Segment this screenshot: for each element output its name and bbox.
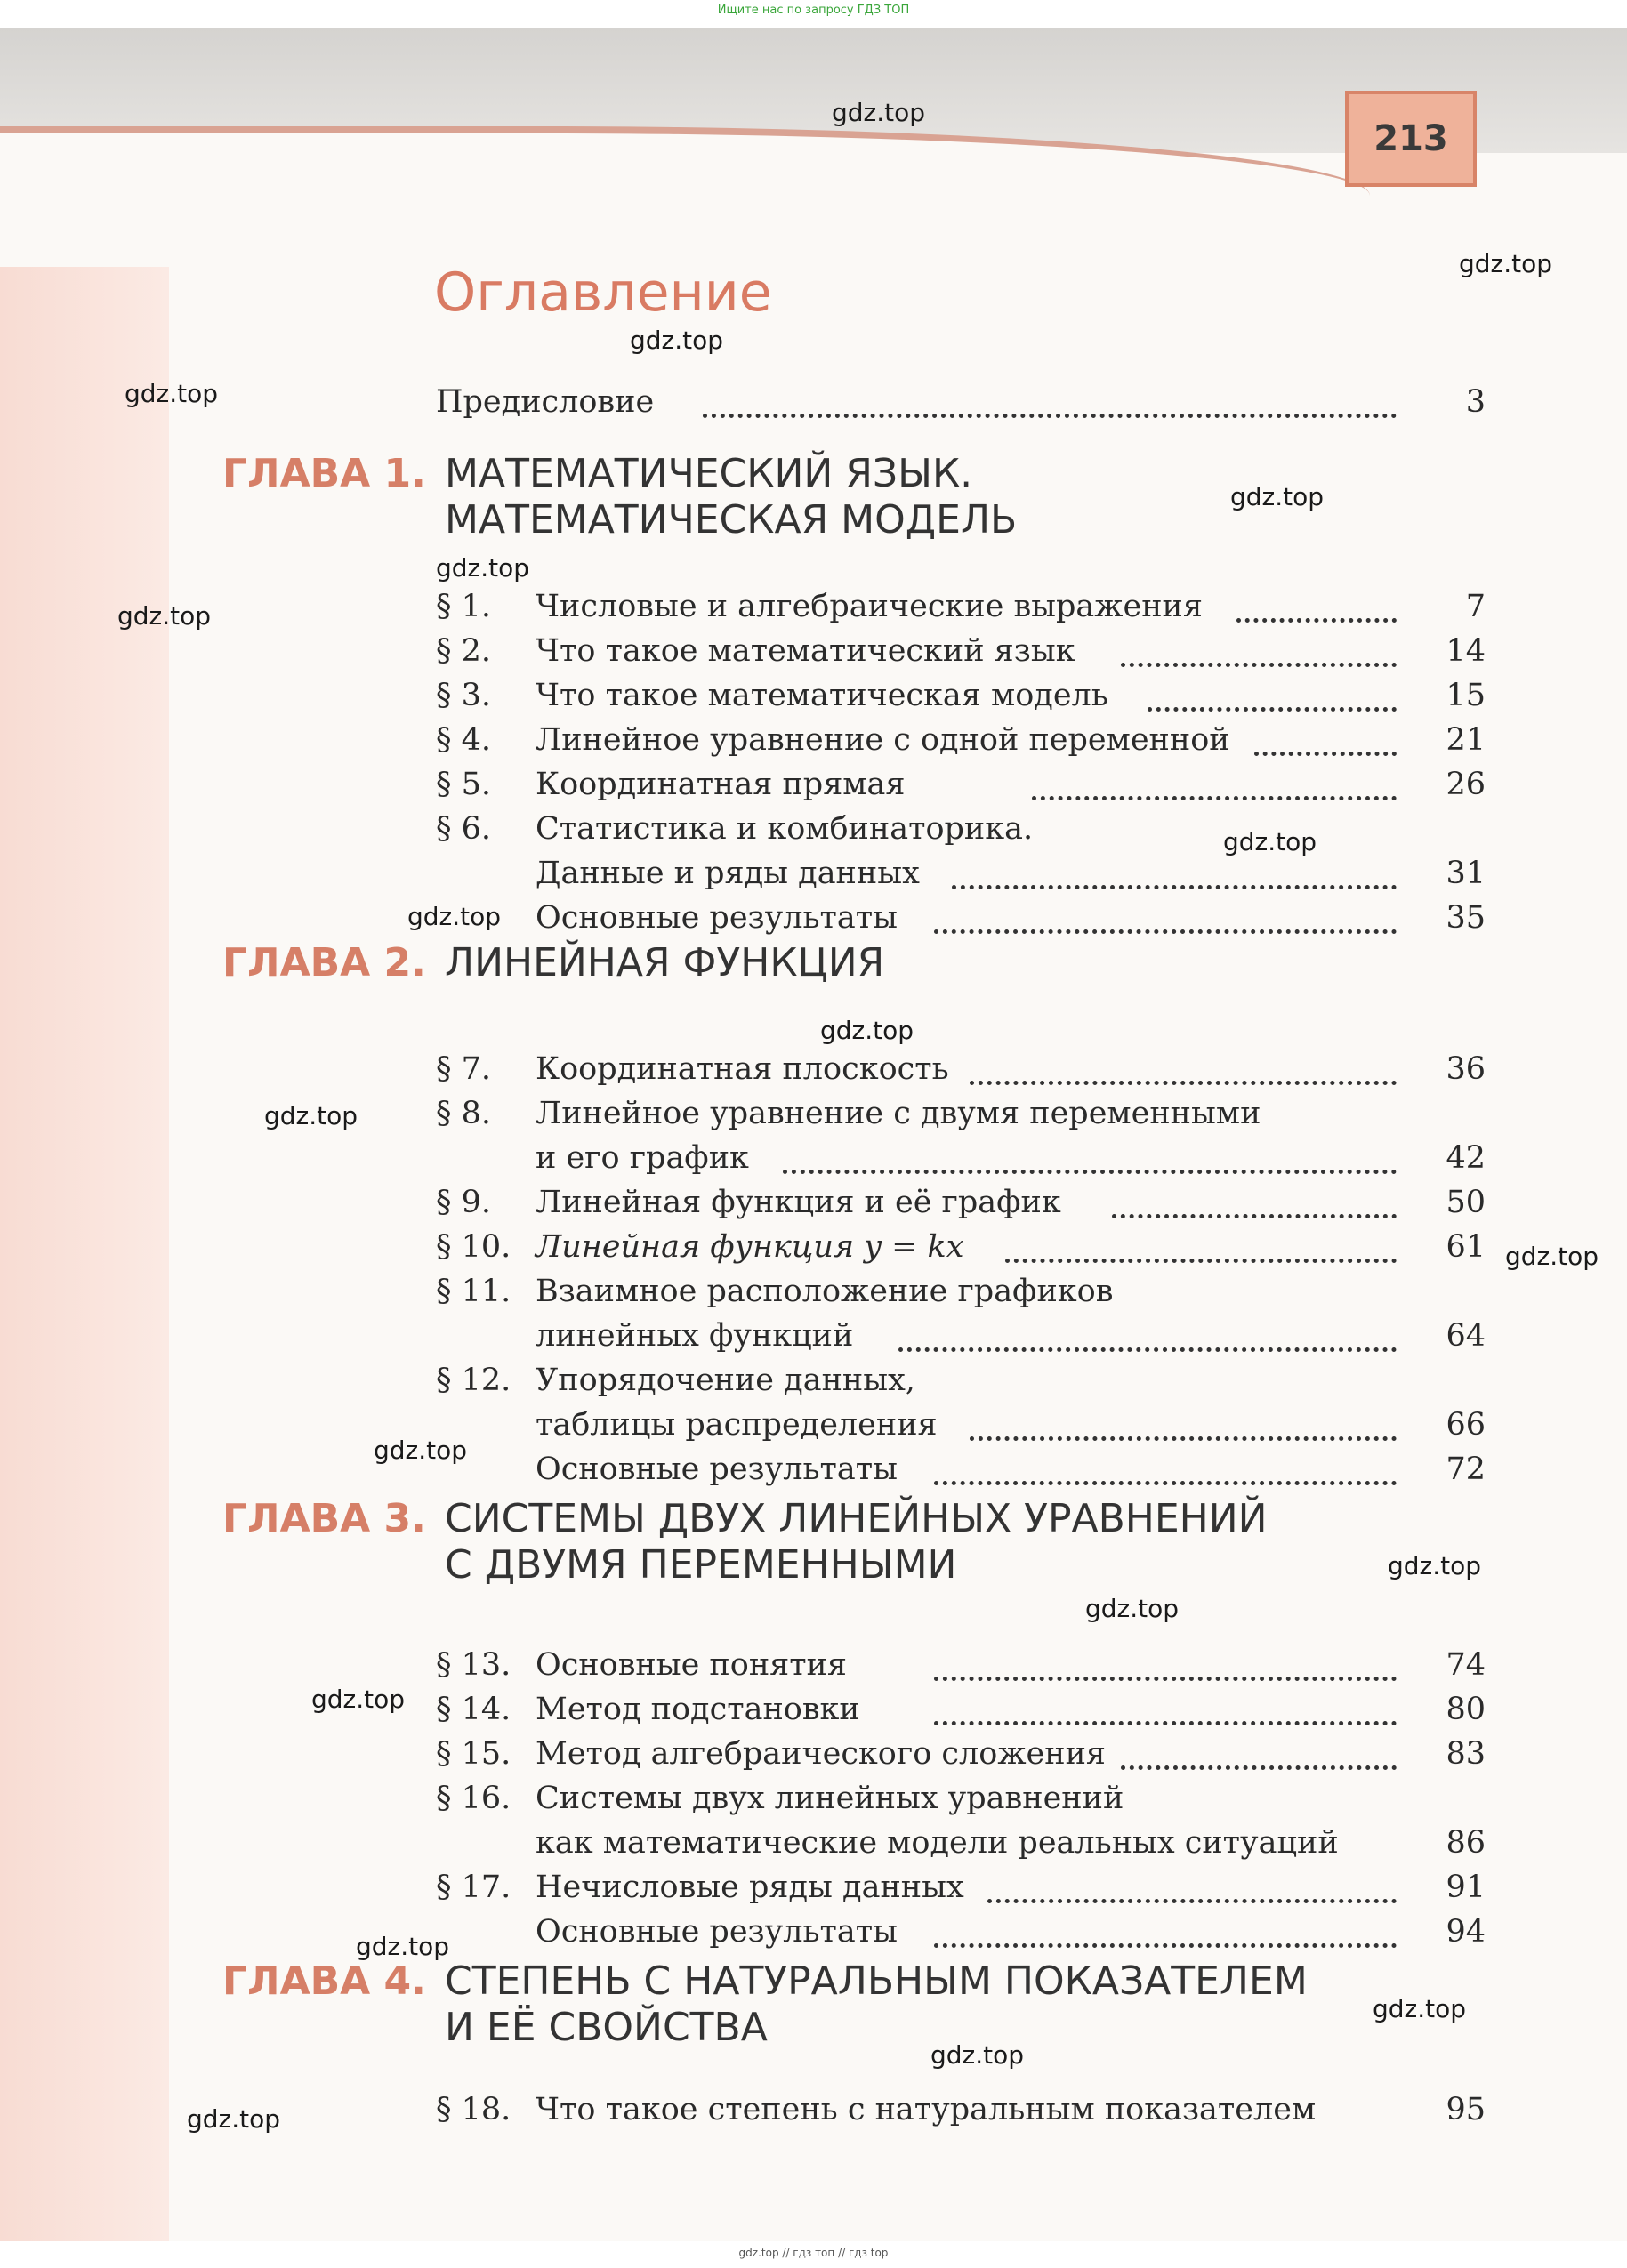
entry-section: § 4.	[436, 722, 492, 758]
entry-page: 95	[1446, 2092, 1486, 2127]
toc-entry[interactable]	[436, 1140, 1486, 1185]
entry-text: Метод подстановки	[536, 1692, 860, 1727]
entry-text: Что такое математическая модель	[536, 678, 1108, 713]
watermark: gdz.top	[1223, 827, 1317, 857]
entry-page: 74	[1446, 1647, 1486, 1683]
entry-section: § 14.	[436, 1692, 511, 1727]
toc-entry[interactable]	[436, 1692, 1486, 1736]
entry-text: Основные понятия	[536, 1647, 847, 1683]
leader-dots	[1121, 1765, 1397, 1770]
watermark: gdz.top	[311, 1685, 406, 1714]
entry-text: Что такое степень с натуральным показателем	[536, 2092, 1317, 2127]
entry-text: Предисловие	[436, 384, 655, 420]
toc-entry[interactable]	[436, 1363, 1486, 1407]
book-page	[0, 28, 1627, 2241]
toc-entry-preface[interactable]	[436, 384, 1486, 429]
watermark: gdz.top	[1085, 1594, 1180, 1623]
entry-page: 64	[1446, 1318, 1486, 1354]
entry-text: Линейное уравнение с двумя переменными	[536, 1096, 1261, 1131]
toc-entry[interactable]	[436, 1229, 1486, 1274]
entry-page: 14	[1446, 633, 1486, 669]
chapter-title: СТЕПЕНЬ С НАТУРАЛЬНЫМ ПОКАЗАТЕЛЕМ И ЕЁ СВОЙСТВА	[445, 1958, 1308, 2050]
toc-entry[interactable]	[436, 1781, 1486, 1825]
toc-entry[interactable]	[436, 1096, 1486, 1140]
watermark: gdz.top	[436, 553, 530, 583]
entry-text: Метод алгебраического сложения	[536, 1736, 1106, 1772]
entry-page: 72	[1446, 1452, 1486, 1487]
toc-entry[interactable]	[436, 856, 1486, 900]
entry-page: 35	[1446, 900, 1486, 936]
entry-text: Основные результаты	[536, 900, 898, 936]
watermark: gdz.top	[125, 379, 219, 408]
chapter-title: ЛИНЕЙНАЯ ФУНКЦИЯ	[445, 940, 885, 985]
entry-text: как математические модели реальных ситуаций	[536, 1825, 1339, 1861]
toc-entry[interactable]	[436, 1870, 1486, 1914]
entry-section: § 5.	[436, 767, 492, 802]
toc-entry[interactable]	[436, 900, 1486, 945]
chapter-label: ГЛАВА 1.	[222, 451, 426, 496]
entry-section: § 18.	[436, 2092, 511, 2127]
entry-section: § 1.	[436, 589, 492, 624]
entry-page: 7	[1465, 589, 1486, 624]
entry-page: 21	[1446, 722, 1486, 758]
chapter-label: ГЛАВА 4.	[222, 1958, 426, 2004]
toc-entry[interactable]	[436, 1825, 1486, 1870]
leader-dots	[703, 414, 1397, 418]
entry-page: 15	[1446, 678, 1486, 713]
leader-dots	[952, 885, 1397, 889]
watermark: gdz.top	[407, 902, 502, 931]
toc-entry[interactable]	[436, 1647, 1486, 1692]
chapter-title: МАТЕМАТИЧЕСКИЙ ЯЗЫК. МАТЕМАТИЧЕСКАЯ МОДЕЛЬ	[445, 451, 1018, 543]
watermark: gdz.top	[117, 601, 212, 631]
entry-page: 3	[1465, 384, 1486, 420]
toc-entry[interactable]	[436, 2092, 1486, 2136]
leader-dots	[1148, 707, 1397, 712]
leader-dots	[1112, 1214, 1397, 1218]
entry-page: 86	[1446, 1825, 1486, 1861]
entry-section: § 8.	[436, 1096, 492, 1131]
toc-entry[interactable]	[436, 1274, 1486, 1318]
watermark: gdz.top	[1459, 249, 1553, 278]
leader-dots	[987, 1899, 1397, 1903]
leader-dots	[934, 1721, 1397, 1725]
leader-dots	[898, 1347, 1397, 1352]
entry-text: Взаимное расположение графиков	[536, 1274, 1114, 1309]
leader-dots	[1121, 663, 1397, 667]
toc-entry[interactable]	[436, 1736, 1486, 1781]
entry-text: таблицы распределения	[536, 1407, 938, 1443]
watermark: gdz.top	[1505, 1242, 1599, 1271]
entry-text: Что такое математический язык	[536, 633, 1075, 669]
entry-page: 94	[1446, 1914, 1486, 1950]
leader-dots	[1254, 752, 1397, 756]
entry-section: § 13.	[436, 1647, 511, 1683]
entry-page: 83	[1446, 1736, 1486, 1772]
left-margin-band	[0, 267, 169, 2241]
entry-page: 66	[1446, 1407, 1486, 1443]
entry-text: Упорядочение данных,	[536, 1363, 915, 1398]
leader-dots	[934, 1943, 1397, 1948]
leader-dots	[783, 1170, 1397, 1174]
entry-text: и его график	[536, 1140, 749, 1176]
entry-page: 26	[1446, 767, 1486, 802]
entry-text: Системы двух линейных уравнений	[536, 1781, 1124, 1816]
toc-entry[interactable]	[436, 1051, 1486, 1096]
leader-dots	[970, 1436, 1397, 1441]
toc-entry[interactable]	[436, 1452, 1486, 1496]
entry-text: Координатная прямая	[536, 767, 906, 802]
toc-title: Оглавление	[434, 261, 772, 324]
entry-section: § 3.	[436, 678, 492, 713]
entry-section: § 11.	[436, 1274, 511, 1309]
entry-text: Линейное уравнение с одной переменной	[536, 722, 1230, 758]
toc-entry[interactable]	[436, 633, 1486, 678]
toc-entry[interactable]	[436, 1318, 1486, 1363]
entry-text: линейных функций	[536, 1318, 854, 1354]
toc-entry[interactable]	[436, 1407, 1486, 1452]
page-number: 213	[1345, 91, 1477, 187]
toc-entry[interactable]	[436, 1185, 1486, 1229]
leader-dots	[1032, 796, 1397, 800]
bottom-note: gdz.top // гдз топ // гдз top	[738, 2247, 889, 2259]
entry-page: 31	[1446, 856, 1486, 891]
watermark: gdz.top	[630, 326, 724, 355]
watermark: gdz.top	[832, 98, 926, 127]
toc-entry[interactable]	[436, 1914, 1486, 1958]
entry-section: § 17.	[436, 1870, 511, 1905]
entry-section: § 7.	[436, 1051, 492, 1087]
leader-dots	[1236, 618, 1397, 623]
leader-dots	[934, 929, 1397, 934]
leader-dots	[970, 1081, 1397, 1085]
entry-page: 50	[1446, 1185, 1486, 1220]
chapter-label: ГЛАВА 3.	[222, 1496, 426, 1541]
top-note: Ищите нас по запросу ГДЗ ТОП	[717, 4, 910, 17]
toc-entry[interactable]	[436, 811, 1486, 856]
entry-text: Числовые и алгебраические выражения	[536, 589, 1203, 624]
watermark: gdz.top	[374, 1436, 468, 1465]
entry-text: Статистика и комбинаторика.	[536, 811, 1034, 847]
leader-dots	[1005, 1259, 1397, 1263]
toc-entry[interactable]	[436, 589, 1486, 633]
entry-text: Данные и ряды данных	[536, 856, 920, 891]
entry-text: Основные результаты	[536, 1914, 898, 1950]
toc-entry[interactable]	[436, 767, 1486, 811]
toc-entry[interactable]	[436, 678, 1486, 722]
entry-page: 36	[1446, 1051, 1486, 1087]
entry-section: § 9.	[436, 1185, 492, 1220]
entry-text: Нечисловые ряды данных	[536, 1870, 964, 1905]
watermark: gdz.top	[356, 1932, 450, 1961]
entry-section: § 15.	[436, 1736, 511, 1772]
watermark: gdz.top	[820, 1016, 914, 1045]
entry-section: § 6.	[436, 811, 492, 847]
watermark: gdz.top	[1373, 1994, 1467, 2023]
entry-text: Линейная функция y = kx	[536, 1229, 964, 1265]
watermark: gdz.top	[187, 2104, 281, 2134]
toc-entry[interactable]	[436, 722, 1486, 767]
watermark: gdz.top	[1388, 1551, 1482, 1580]
chapter-label: ГЛАВА 2.	[222, 940, 426, 985]
entry-page: 80	[1446, 1692, 1486, 1727]
watermark: gdz.top	[264, 1101, 358, 1130]
entry-section: § 2.	[436, 633, 492, 669]
entry-text: Линейная функция и её график	[536, 1185, 1061, 1220]
entry-section: § 10.	[436, 1229, 511, 1265]
leader-dots	[934, 1677, 1397, 1681]
entry-section: § 16.	[436, 1781, 511, 1816]
entry-text: Основные результаты	[536, 1452, 898, 1487]
chapter-title: СИСТЕМЫ ДВУХ ЛИНЕЙНЫХ УРАВНЕНИЙ С ДВУМЯ ПЕРЕМЕННЫМИ	[445, 1496, 1268, 1588]
watermark: gdz.top	[930, 2040, 1025, 2070]
leader-dots	[934, 1481, 1397, 1485]
entry-section: § 12.	[436, 1363, 511, 1398]
entry-text: Координатная плоскость	[536, 1051, 949, 1087]
watermark: gdz.top	[1230, 482, 1325, 511]
entry-page: 61	[1446, 1229, 1486, 1265]
entry-page: 91	[1446, 1870, 1486, 1905]
entry-page: 42	[1446, 1140, 1486, 1176]
